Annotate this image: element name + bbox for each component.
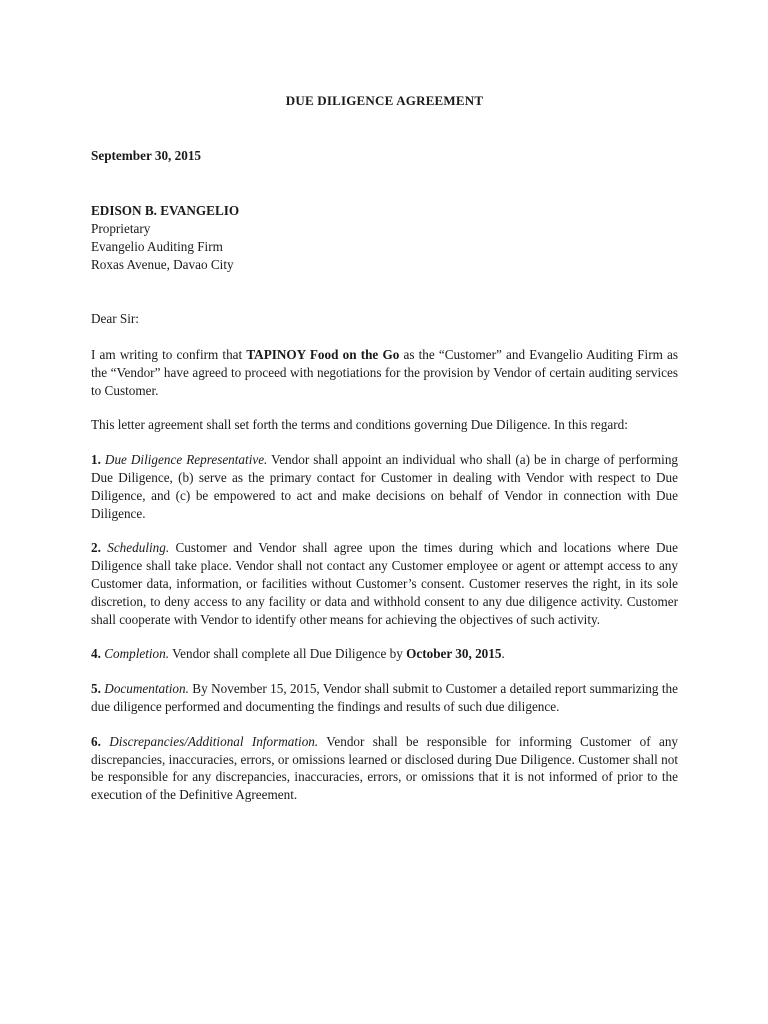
clause-discrepancies [91, 733, 678, 804]
clause-heading: Discrepancies/Additional Information. [109, 733, 319, 749]
document-title: DUE DILIGENCE AGREEMENT [285, 93, 484, 108]
clause-text: Customer and Vendor shall agree upon the times during which and locations where Due Diligence shall take place. Vendor shall not contact any Customer employee or agent or attempt access to any Customer data, information, or facilities without Customer’s consent. Customer reserves the right, in its sole discretion, to deny access to any facility or data and withhold consent to any due diligence activity. Customer shall cooperate with Vendor to identify other means for achieving the objectives of such activity. [91, 540, 678, 627]
intro-text-before: I am writing to confirm that [91, 347, 247, 362]
clause-heading: Scheduling. [107, 540, 170, 556]
clause-due-diligence-representative [91, 451, 678, 522]
clause-number: 6. [91, 733, 101, 749]
clause-text: Vendor shall be responsible for informing Customer of any discrepancies, inaccuracies, errors, or omissions learned or disclosed during Due Diligence. Customer shall not be responsible for any discrepancies, inaccuracies, errors, or omissions that it is not informed of prior to the execution of the Definitive Agreement. [91, 733, 679, 803]
clause-number: 4. [91, 646, 101, 662]
clause-number: 5. [91, 681, 101, 697]
addressee-company: Evangelio Auditing Firm [91, 239, 223, 254]
clause-scheduling [91, 539, 678, 628]
letter-agreement-paragraph: This letter agreement shall set forth the terms and conditions governing Due Diligence. In this regard: [91, 417, 628, 433]
clause-heading: Documentation. [104, 681, 189, 697]
completion-deadline: October 30, 2015 [406, 646, 502, 662]
clause-suffix: . [501, 646, 505, 662]
addressee-block [91, 202, 678, 274]
salutation: Dear Sir: [91, 311, 139, 326]
clause-text: By November 15, 2015, Vendor shall submit to Customer a detailed report summarizing the due diligence performed and documenting the findings and results of such due diligence. [91, 681, 679, 714]
clause-heading: Due Diligence Representative. [104, 452, 268, 468]
clause-text: Vendor shall appoint an individual who shall (a) be in charge of performing Due Diligence, (b) serve as the primary contact for Customer in dealing with Vendor with respect to Due Diligence, and (c) be empowered to act and make decisions on behalf of Vendor in connection with Due Diligence. [91, 452, 679, 521]
document-page [91, 92, 678, 821]
clause-text: Vendor shall complete all Due Diligence by [169, 646, 407, 662]
addressee-name: EDISON B. EVANGELIO [91, 203, 240, 218]
clause-number: 1. [91, 452, 101, 468]
clause-number: 2. [91, 540, 101, 556]
customer-name: TAPINOY Food on the Go [246, 347, 400, 362]
clause-completion [91, 645, 678, 663]
intro-paragraph [91, 346, 678, 399]
addressee-position: Proprietary [91, 221, 151, 236]
clause-heading: Completion. [104, 646, 170, 662]
addressee-address: Roxas Avenue, Davao City [91, 257, 234, 272]
intro-text-after: as the “Customer” and Evangelio Auditing Firm as the “Vendor” have agreed to proceed with negotiations for the provision by Vendor of certain auditing services to Customer. [91, 347, 678, 398]
clause-documentation [91, 680, 678, 716]
letter-date: September 30, 2015 [91, 148, 202, 163]
